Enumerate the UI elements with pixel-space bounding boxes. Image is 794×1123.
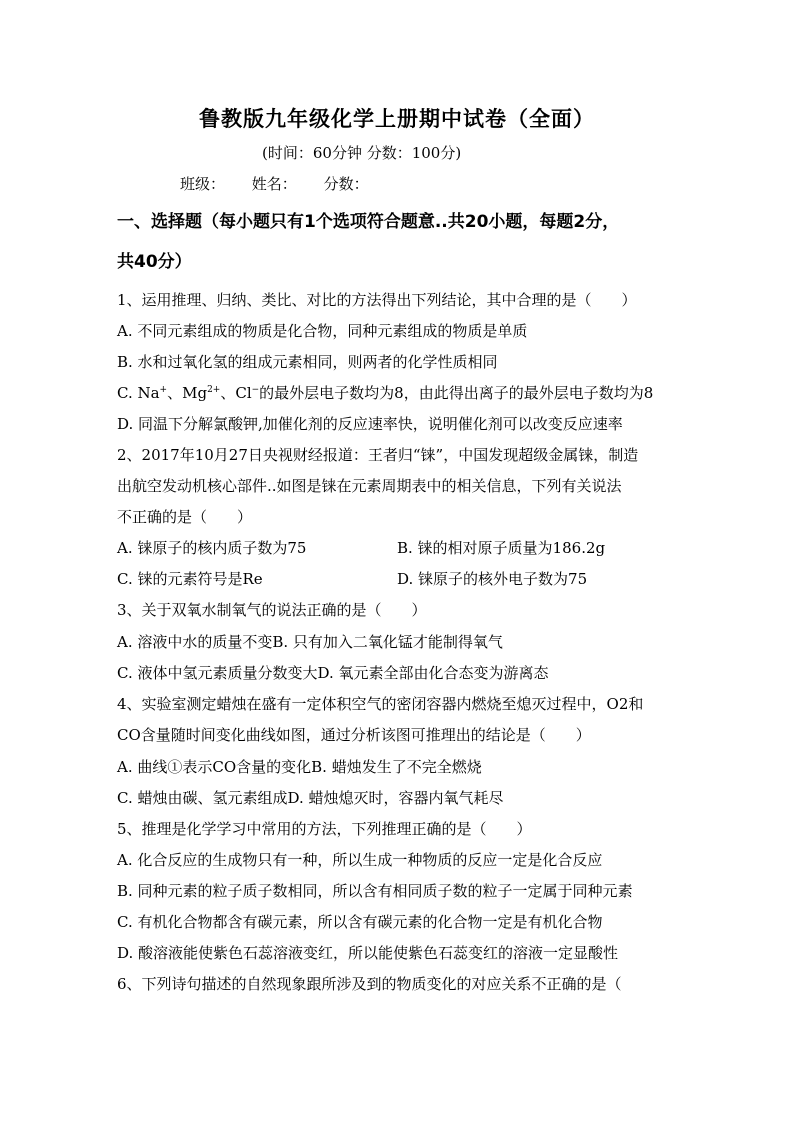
q1-stem: 1、运用推理、归纳、类比、对比的方法得出下列结论，其中合理的是（ ） [117,291,637,309]
q5-option-a: A. 化合反应的生成物只有一种，所以生成一种物质的反应一定是化合反应 [117,851,603,869]
q1-option-d: D. 同温下分解氯酸钾,加催化剂的反应速率快，说明催化剂可以改变反应速率 [117,415,623,433]
q3-options-ab: A. 溶液中水的质量不变B. 只有加入二氧化锰才能制得氧气 [117,633,503,651]
q3-stem: 3、关于双氧水制氧气的说法正确的是（ ） [117,601,427,619]
q4-stem-line1: 4、实验室测定蜡烛在盛有一定体积空气的密闭容器内燃烧至熄灭过程中，O2和 [117,695,644,713]
q2-stem-line2: 出航空发动机核心部件..如图是铼在元素周期表中的相关信息，下列有关说法 [117,477,622,495]
q2-option-b: B. 铼的相对原子质量为186.2g [397,539,606,557]
q4-stem-line2: CO含量随时间变化曲线如图，通过分析该图可推理出的结论是（ ） [117,726,591,744]
q2-option-a: A. 铼原子的核内质子数为75 [117,539,307,557]
q5-option-b: B. 同种元素的粒子质子数相同，所以含有相同质子数的粒子一定属于同种元素 [117,882,633,900]
section-heading-line2: 共40分） [117,252,192,272]
q2-stem-line1: 2、2017年10月27日央视财经报道：王者归“铼”，中国发现超级金属铼，制造 [117,446,639,464]
q5-option-c: C. 有机化合物都含有碳元素，所以含有碳元素的化合物一定是有机化合物 [117,913,603,931]
q4-options-cd: C. 蜡烛由碳、氢元素组成D. 蜡烛熄灭时，容器内氧气耗尽 [117,789,504,807]
q3-options-cd: C. 液体中氢元素质量分数变大D. 氧元素全部由化合态变为游离态 [117,664,549,682]
q1-option-a: A. 不同元素组成的物质是化合物，同种元素组成的物质是单质 [117,322,528,340]
q5-option-d: D. 酸溶液能使紫色石蕊溶液变红，所以能使紫色石蕊变红的溶液一定显酸性 [117,944,619,962]
class-label: 班级： [180,175,226,193]
q4-options-ab: A. 曲线①表示CO含量的变化B. 蜡烛发生了不完全燃烧 [117,758,482,776]
q2-option-c: C. 铼的元素符号是Re [117,570,263,588]
q1-option-c: C. Na+、$Mg^{2+}$、Cl−的最外层电子数均为8，由此得出离子的最外层电子数均为8 [117,384,654,402]
name-label: 姓名： [251,175,297,193]
q6-stem: 6、下列诗句描述的自然现象跟所涉及到的物质变化的对应关系不正确的是（ [117,975,622,993]
section-heading-line1: 一、选择题（每小题只有1个选项符合题意..共20小题，每题2分， [117,212,620,232]
q2-option-d: D. 铼原子的核外电子数为75 [397,570,588,588]
q1-option-b: B. 水和过氧化氢的组成元素相同，则两者的化学性质相同 [117,353,498,371]
score-label: 分数： [323,175,369,193]
student-info-line [180,174,391,194]
q2-stem-line3: 不正确的是（ ） [117,508,253,526]
time-score-info: (时间：60分钟 分数：100分) [262,144,462,162]
q5-stem: 5、推理是化学学习中常用的方法，下列推理正确的是（ ） [117,820,532,838]
page-title: 鲁教版九年级化学上册期中试卷（全面） [199,107,595,131]
